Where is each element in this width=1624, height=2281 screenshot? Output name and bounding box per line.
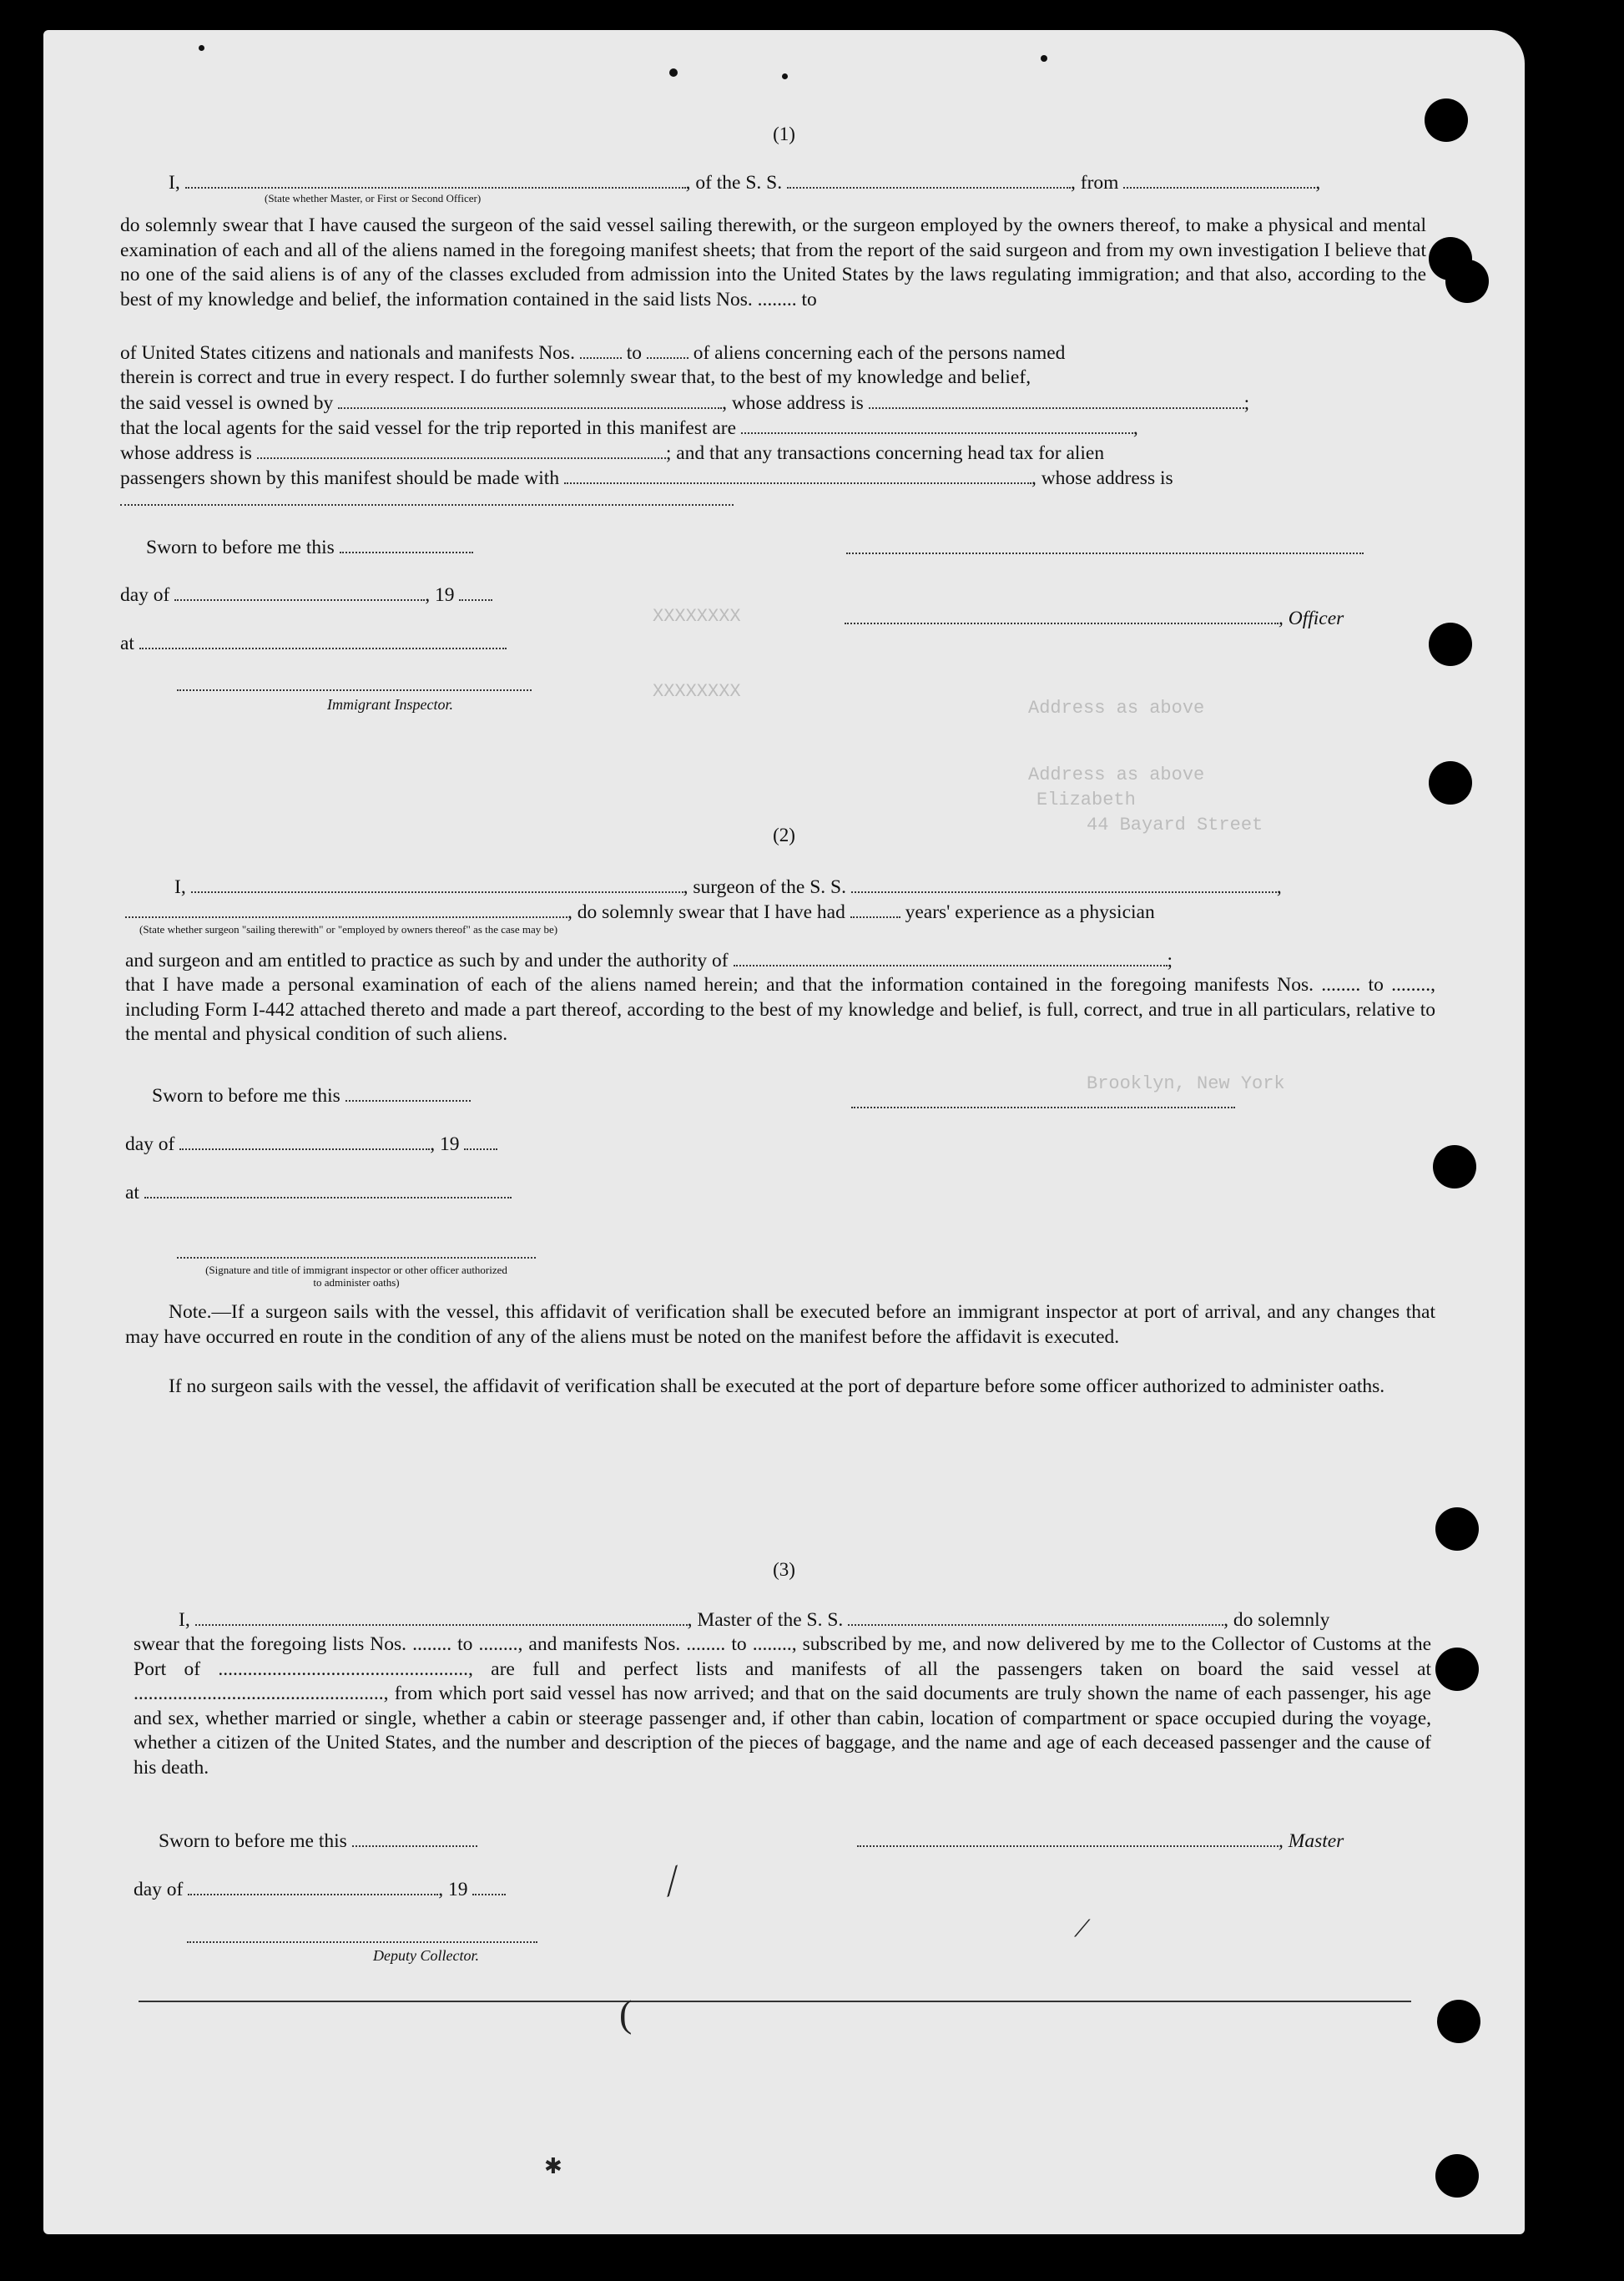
s1-body: do solemnly swear that I have caused the surgeon of the said vessel sailing therewith, or the surgeon employed by the owners thereof, to make a physical and mental examination of each and all of the aliens named in the foregoing manifest sheets; that from the report of the said surgeon and from my own investigation I believe that no one of the said aliens is of any of the classes excluded from admission into the United States by the laws regulating immigration; and that also, according to the best of my knowledge and belief, the information contained in the said lists Nos. ........ to xyxy=(120,214,1426,310)
s2-authority-line: and surgeon and am entitled to practice as such by and under the authority of ; xyxy=(125,950,1173,971)
s3-collector-signature-line xyxy=(187,1941,537,1943)
s1-address-line xyxy=(120,504,734,506)
punch-hole xyxy=(1435,1648,1479,1691)
s2-under-label: (State whether surgeon "sailing therewith" or "employed by owners thereof" as the case may be) xyxy=(139,923,558,936)
punch-hole xyxy=(1435,1507,1479,1551)
s3-master-line: , Master xyxy=(857,1829,1344,1854)
bleed-text: XXXXXXXX xyxy=(653,681,741,702)
s2-day-of: day of , 19 xyxy=(125,1132,497,1157)
speck xyxy=(199,45,204,51)
s3-day-of: day of , 19 xyxy=(134,1877,506,1902)
bleed-text: XXXXXXXX xyxy=(653,606,741,627)
punch-hole xyxy=(1429,623,1472,666)
bleed-text: Address as above xyxy=(1028,698,1205,719)
ink-mark: ⟋ xyxy=(653,1860,692,1904)
s2-at: at xyxy=(125,1180,512,1205)
s1-day-of: day of , 19 xyxy=(120,583,492,608)
punch-hole xyxy=(1435,2154,1479,2198)
s1-agents-line: that the local agents for the said vessel for the trip reported in this manifest are , xyxy=(120,417,1138,439)
punch-hole xyxy=(1433,1145,1476,1188)
s3-body: swear that the foregoing lists Nos. ........ to ........, and manifests Nos. ........ to ........, subscribed by me, and now delivered by me to the Collector of Customs at the Port of ..................................................., are full and perfect lists and manifests of all the passengers taken on board the said vessel at ..................................................., from which port said vessel has now arrived; and that on the said documents are truly shown the name of each passenger, his age and sex, whether married or single, whether a cabin or steerage passenger and, if other than cabin, location of compartment or space occupied during the voyage, whether a citizen of the United States, and the number and description of the pieces of baggage, and the name and age of each deceased passenger and the cause of his death. xyxy=(134,1633,1431,1779)
bottom-rule xyxy=(139,2001,1411,2002)
ink-mark: ( xyxy=(619,1992,633,2035)
section2-heading: (2) xyxy=(773,825,795,845)
s1-sworn: Sworn to before me this xyxy=(146,535,473,560)
s2-signature-label: (Signature and title of immigrant inspector or other officer authorized to administer oaths) xyxy=(205,1264,507,1289)
section3-heading: (3) xyxy=(773,1559,795,1580)
punch-hole xyxy=(1429,761,1472,805)
s1-whose-line: whose address is ; and that any transactions concerning head tax for alien xyxy=(120,442,1105,464)
bleed-text: Elizabeth xyxy=(1036,790,1136,810)
s1-under-label: (State whether Master, or First or Second Officer) xyxy=(265,192,482,204)
s2-signature-line xyxy=(851,1107,1235,1108)
s2-oath-line: I, , surgeon of the S. S. , xyxy=(174,876,1282,898)
s1-owned-line: the said vessel is owned by , whose address is ; xyxy=(120,392,1250,414)
s1-oath-line: I, , of the S. S. , from , xyxy=(169,172,1321,194)
s1-passengers-line: passengers shown by this manifest should be made with , whose address is xyxy=(120,467,1173,489)
speck xyxy=(782,73,788,79)
bleed-text: Address as above xyxy=(1028,765,1205,785)
s1-at: at xyxy=(120,631,507,656)
punch-hole xyxy=(1437,2000,1480,2043)
ink-mark: ✱ xyxy=(544,2154,562,2178)
speck xyxy=(669,68,678,77)
speck xyxy=(1041,55,1047,62)
s3-oath-line: I, , Master of the S. S. , do solemnly xyxy=(179,1609,1330,1631)
s3-collector-label: Deputy Collector. xyxy=(373,1947,479,1964)
document-page xyxy=(43,30,1525,2234)
s1-inspector-signature-line xyxy=(177,689,532,691)
bleed-text: 44 Bayard Street xyxy=(1087,815,1263,835)
s2-inspector-signature-line xyxy=(177,1257,536,1259)
s1-correct-line: therein is correct and true in every respect. I do further solemnly swear that, to the best of my knowledge and belief, xyxy=(120,366,1031,388)
s1-officer-line: , Officer xyxy=(845,606,1344,631)
s2-note-no-surgeon: If no surgeon sails with the vessel, the affidavit of verification shall be executed at the port of departure before some officer authorized to administer oaths. xyxy=(169,1375,1385,1397)
s1-officer-signature-line xyxy=(846,553,1364,554)
s2-experience-line: , do solemnly swear that I have had years' experience as a physician xyxy=(125,900,1155,925)
bleed-text: Brooklyn, New York xyxy=(1087,1073,1285,1094)
s2-sworn: Sworn to before me this xyxy=(152,1083,471,1108)
ink-mark: ⟋ xyxy=(1074,1916,1091,1942)
s1-inspector-label: Immigrant Inspector. xyxy=(327,696,453,713)
s2-note: Note.—If a surgeon sails with the vessel, this affidavit of verification shall be executed before an immigrant inspector at port of arrival, and any changes that may have occurred en route in the condition of any of the aliens must be noted on the manifest before the affidavit is executed. xyxy=(125,1301,1435,1348)
punch-hole xyxy=(1445,260,1489,303)
section1-heading: (1) xyxy=(773,124,795,144)
s1-citizens-line: of United States citizens and nationals and manifests Nos. to of aliens concerning each of the persons named xyxy=(120,342,1066,364)
s2-body: that I have made a personal examination of each of the aliens named herein; and that the information contained in the foregoing manifests Nos. ........ to ........, including Form I-442 attached thereto and made a part thereof, according to the best of my knowledge and belief, is full, correct, and true in all particulars, relative to the mental and physical condition of such aliens. xyxy=(125,974,1435,1045)
s3-sworn: Sworn to before me this xyxy=(159,1829,477,1854)
